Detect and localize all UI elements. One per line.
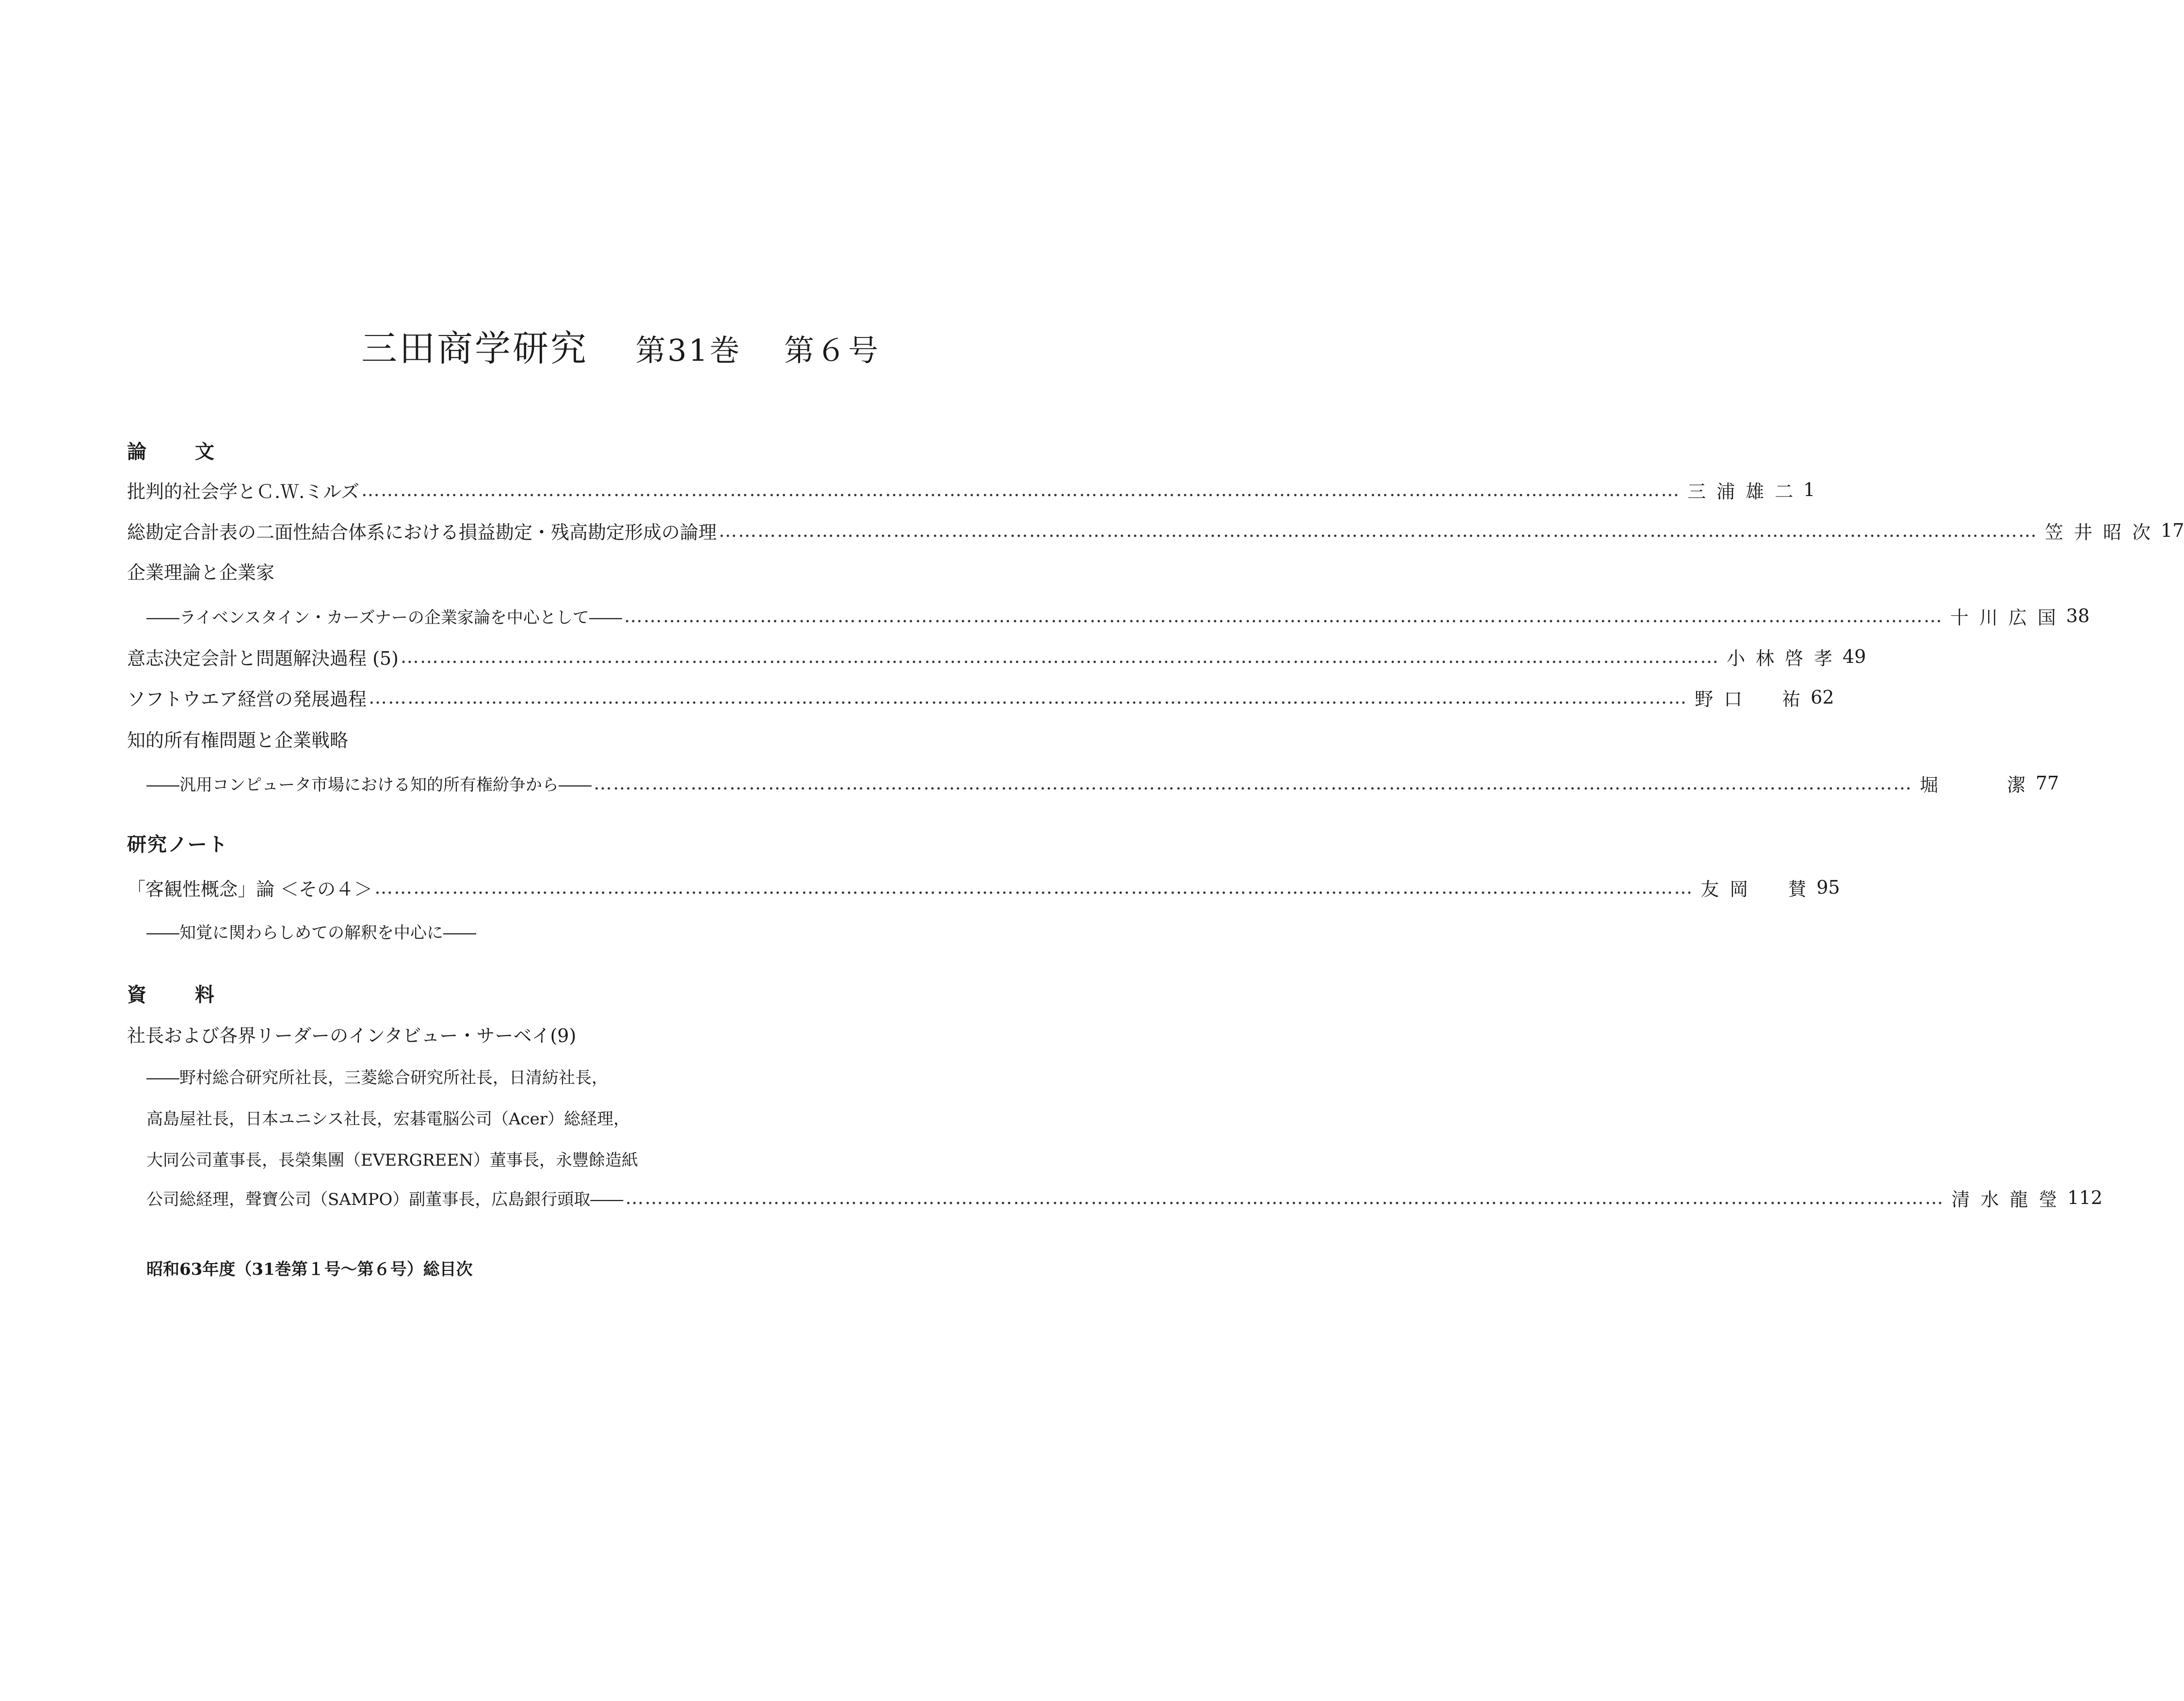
entry-author: 十 川 広 国 (1950, 607, 2056, 628)
issue-number: 第６号 (784, 333, 880, 368)
entry-title: 意志決定会計と問題解決過程 (5) (127, 647, 399, 669)
toc-entry-subtitle: 高島屋社長，日本ユニシス社長，宏碁電脳公司（Acer）総経理， (146, 1109, 630, 1129)
toc-entry-subtitle[interactable] (146, 769, 2059, 798)
journal-name: 三田商学研究 (361, 328, 588, 369)
entry-title: 批判的社会学とＣ.Ｗ.ミルズ (127, 481, 360, 502)
section-heading-articles: 論 文 (127, 440, 229, 463)
dot-leader: …………………………………………………………………………………………………………………………………………………………………………………… (719, 520, 2038, 541)
toc-entry-subtitle: 大同公司董事長，長榮集團（EVERGREEN）董事長，永豐餘造紙 (146, 1151, 638, 1170)
entry-page: 112 (2067, 1187, 2103, 1208)
dot-leader: …………………………………………………………………………………………………………………………………………………………………………………… (400, 646, 1719, 667)
toc-entry[interactable] (127, 516, 2184, 545)
toc-entry-title[interactable]: 企業理論と企業家 (127, 562, 275, 583)
toc-entry-subtitle[interactable] (146, 601, 2090, 630)
entry-page: 17 (2161, 520, 2184, 541)
dot-leader: …………………………………………………………………………………………………………………………………………………………………………………… (624, 605, 1943, 626)
dot-leader: …………………………………………………………………………………………………………………………………………………………………………………… (361, 479, 1681, 500)
toc-entry[interactable] (127, 475, 1815, 504)
toc-entry[interactable] (127, 683, 1834, 712)
dot-leader: …………………………………………………………………………………………………………………………………………………………………………………… (594, 772, 1912, 794)
entry-author: 笠 井 昭 次 (2045, 521, 2151, 543)
entry-author: 堀 潔 (1919, 774, 2025, 796)
entry-subtitle: ――ライベンスタイン・カーズナーの企業家論を中心として―― (146, 608, 622, 627)
entry-page: 77 (2036, 772, 2059, 794)
dot-leader: …………………………………………………………………………………………………………………………………………………………………………………… (625, 1187, 1944, 1208)
entry-page: 38 (2066, 605, 2090, 626)
toc-entry-title[interactable]: 知的所有権問題と企業戦略 (127, 730, 349, 751)
entry-author: 野 口 祐 (1695, 688, 1801, 710)
entry-title: 「客観性概念」論 ＜その４＞ (127, 878, 373, 900)
entry-subtitle: ――汎用コンピュータ市場における知的所有権紛争から―― (146, 775, 592, 795)
section-heading-materials: 資 料 (127, 983, 229, 1006)
toc-entry-subtitle[interactable] (146, 1183, 2103, 1212)
toc-entry-title[interactable]: 社長および各界リーダーのインタビュー・サーベイ(9) (127, 1025, 577, 1046)
entry-author: 友 岡 賛 (1701, 878, 1807, 900)
dot-leader: …………………………………………………………………………………………………………………………………………………………………………………… (374, 877, 1694, 898)
entry-page: 95 (1816, 877, 1840, 898)
entry-title: 総勘定合計表の二面性結合体系における損益勘定・残高勘定形成の論理 (127, 521, 717, 543)
entry-page: 62 (1811, 687, 1834, 708)
entry-subtitle: 公司総経理，聲寶公司（SAMPO）副董事長，広島銀行頭取―― (146, 1189, 624, 1209)
annual-index-note[interactable]: 昭和63年度（31巻第１号～第６号）総目次 (146, 1260, 473, 1279)
dot-leader: …………………………………………………………………………………………………………………………………………………………………………………… (369, 687, 1688, 708)
volume-number: 第31巻 (635, 333, 742, 368)
entry-author: 小 林 啓 孝 (1726, 647, 1832, 669)
toc-entry-subtitle: ――野村総合研究所社長，三菱総合研究所社長，日清紡社長， (146, 1068, 608, 1088)
entry-author: 清 水 龍 瑩 (1951, 1188, 2057, 1210)
entry-page: 1 (1803, 479, 1815, 500)
entry-author: 三 浦 雄 二 (1687, 481, 1794, 502)
entry-page: 49 (1842, 646, 1866, 667)
entry-title: ソフトウエア経営の発展過程 (127, 688, 367, 710)
page-title (361, 320, 880, 371)
toc-entry-subtitle[interactable]: ――知覚に関わらしめての解釈を中心に―― (146, 923, 476, 943)
toc-entry[interactable] (127, 873, 1840, 902)
section-heading-notes: 研究ノート (127, 833, 228, 856)
toc-entry[interactable] (127, 642, 1866, 671)
